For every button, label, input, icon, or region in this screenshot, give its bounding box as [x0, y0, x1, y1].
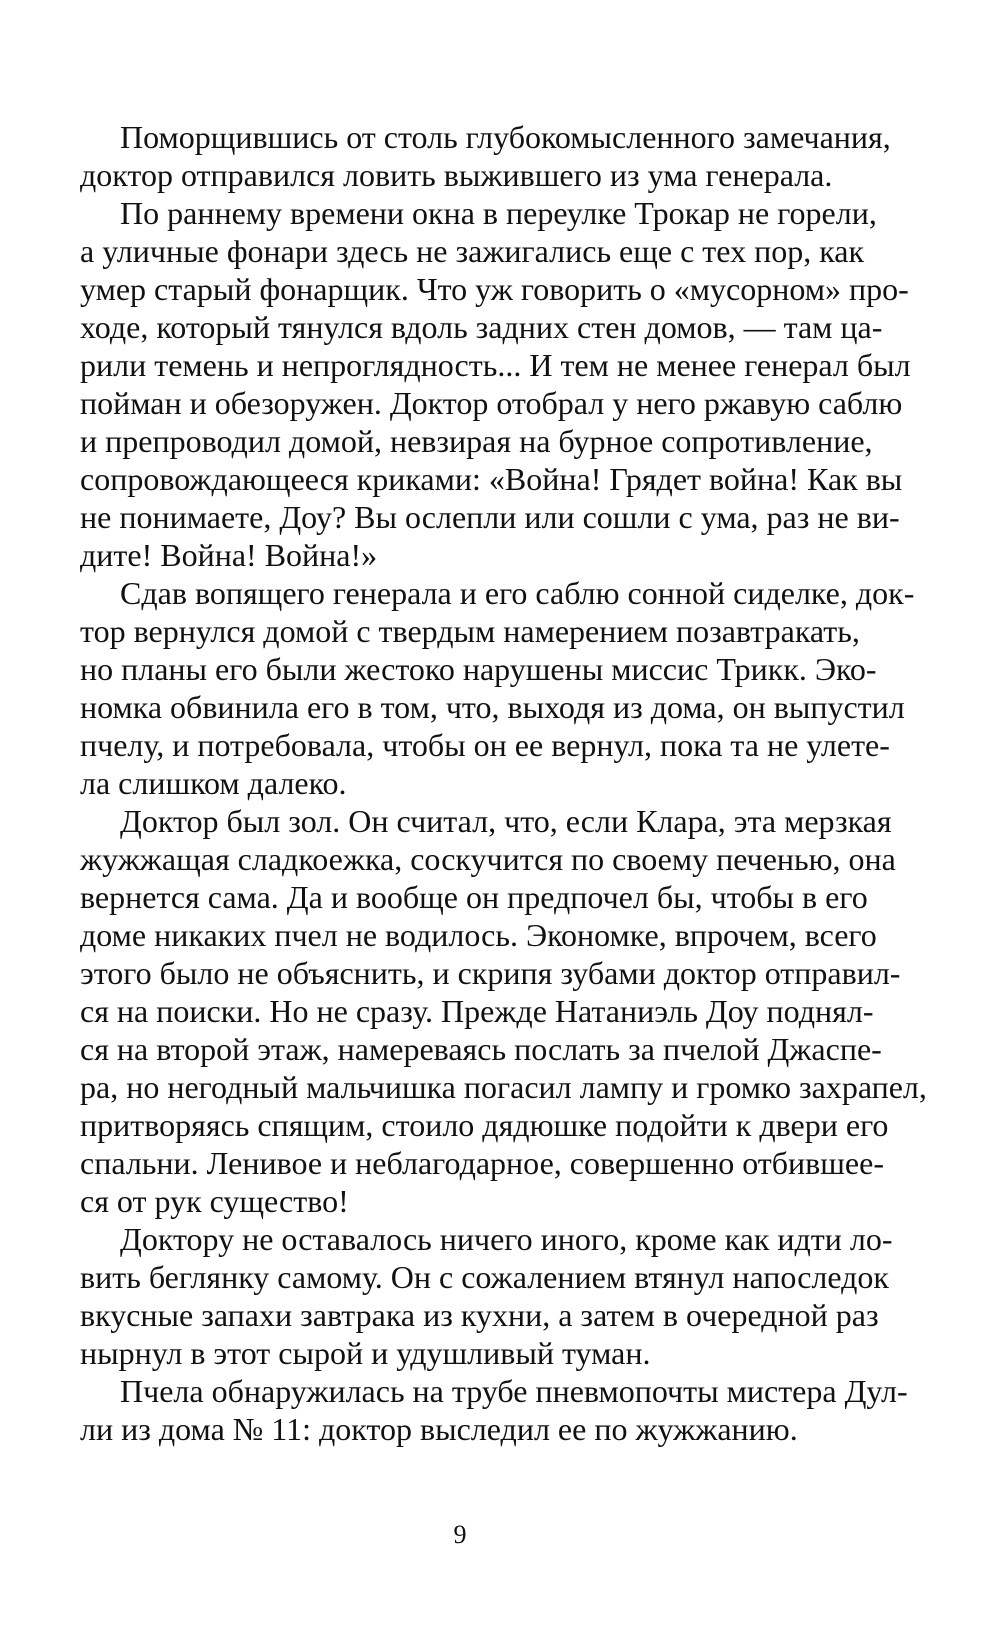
- text-line: вить беглянку самому. Он с сожалением втянул напоследок: [80, 1259, 889, 1295]
- text-line: не понимаете, Доу? Вы ослепли или сошли с ума, раз не ви-: [80, 499, 900, 535]
- book-page-text: [80, 118, 927, 1448]
- paragraph: [80, 118, 891, 194]
- paragraph: [80, 194, 911, 574]
- text-line: рили темень и непроглядность... И тем не менее генерал был: [80, 347, 911, 383]
- paragraph: [80, 802, 927, 1220]
- text-line: ся на поиски. Но не сразу. Прежде Натаниэль Доу поднял-: [80, 993, 874, 1029]
- text-line: ра, но негодный мальчишка погасил лампу и громко захрапел,: [80, 1069, 927, 1105]
- paragraph: [80, 574, 915, 802]
- text-line: доме никаких пчел не водилось. Экономке, впрочем, всего: [80, 917, 877, 953]
- text-line: Доктор был зол. Он считал, что, если Клара, эта мерзкая: [120, 803, 892, 839]
- text-line: дите! Война! Война!»: [80, 537, 378, 573]
- text-line: нырнул в этот сырой и удушливый туман.: [80, 1335, 651, 1371]
- text-line: и препроводил домой, невзирая на бурное сопротивление,: [80, 423, 873, 459]
- text-line: По раннему времени окна в переулке Трокар не горели,: [120, 195, 877, 231]
- text-line: а уличные фонари здесь не зажигались еще с тех пор, как: [80, 233, 864, 269]
- text-line: этого было не объяснить, и скрипя зубами доктор отправил-: [80, 955, 901, 991]
- text-line: Пчела обнаружилась на трубе пневмопочты мистера Дул-: [120, 1373, 908, 1409]
- text-line: тор вернулся домой с твердым намерением позавтракать,: [80, 613, 860, 649]
- text-line: ла слишком далеко.: [80, 765, 347, 801]
- text-line: Доктору не оставалось ничего иного, кроме как идти ло-: [120, 1221, 893, 1257]
- text-line: притворяясь спящим, стоило дядюшке подойти к двери его: [80, 1107, 889, 1143]
- paragraph: [80, 1220, 893, 1372]
- text-line: Поморщившись от столь глубокомысленного замечания,: [120, 119, 891, 155]
- page-number: 9: [453, 1520, 467, 1549]
- text-line: ли из дома № 11: доктор выследил ее по жужжанию.: [80, 1411, 798, 1447]
- text-line: номка обвинила его в том, что, выходя из дома, он выпустил: [80, 689, 905, 725]
- text-line: умер старый фонарщик. Что уж говорить о «мусорном» про-: [80, 271, 909, 307]
- text-line: но планы его были жестоко нарушены миссис Трикк. Эко-: [80, 651, 877, 687]
- text-line: вернется сама. Да и вообще он предпочел бы, чтобы в его: [80, 879, 868, 915]
- text-line: жужжащая сладкоежка, соскучится по своему печенью, она: [80, 841, 896, 877]
- text-line: вкусные запахи завтрака из кухни, а затем в очередной раз: [80, 1297, 879, 1333]
- text-line: ся от рук существо!: [80, 1183, 349, 1219]
- text-line: пчелу, и потребовала, чтобы он ее вернул, пока та не улете-: [80, 727, 890, 763]
- text-line: ходе, который тянулся вдоль задних стен домов, — там ца-: [80, 309, 883, 345]
- text-line: спальни. Ленивое и неблагодарное, совершенно отбившее-: [80, 1145, 884, 1181]
- text-line: ся на второй этаж, намереваясь послать за пчелой Джаспе-: [80, 1031, 882, 1067]
- text-line: Сдав вопящего генерала и его саблю сонной сиделке, док-: [120, 575, 915, 611]
- text-line: сопровождающееся криками: «Война! Грядет война! Как вы: [80, 461, 903, 497]
- paragraph: [80, 1372, 908, 1448]
- text-line: пойман и обезоружен. Доктор отобрал у него ржавую саблю: [80, 385, 903, 421]
- text-line: доктор отправился ловить выжившего из ума генерала.: [80, 157, 833, 193]
